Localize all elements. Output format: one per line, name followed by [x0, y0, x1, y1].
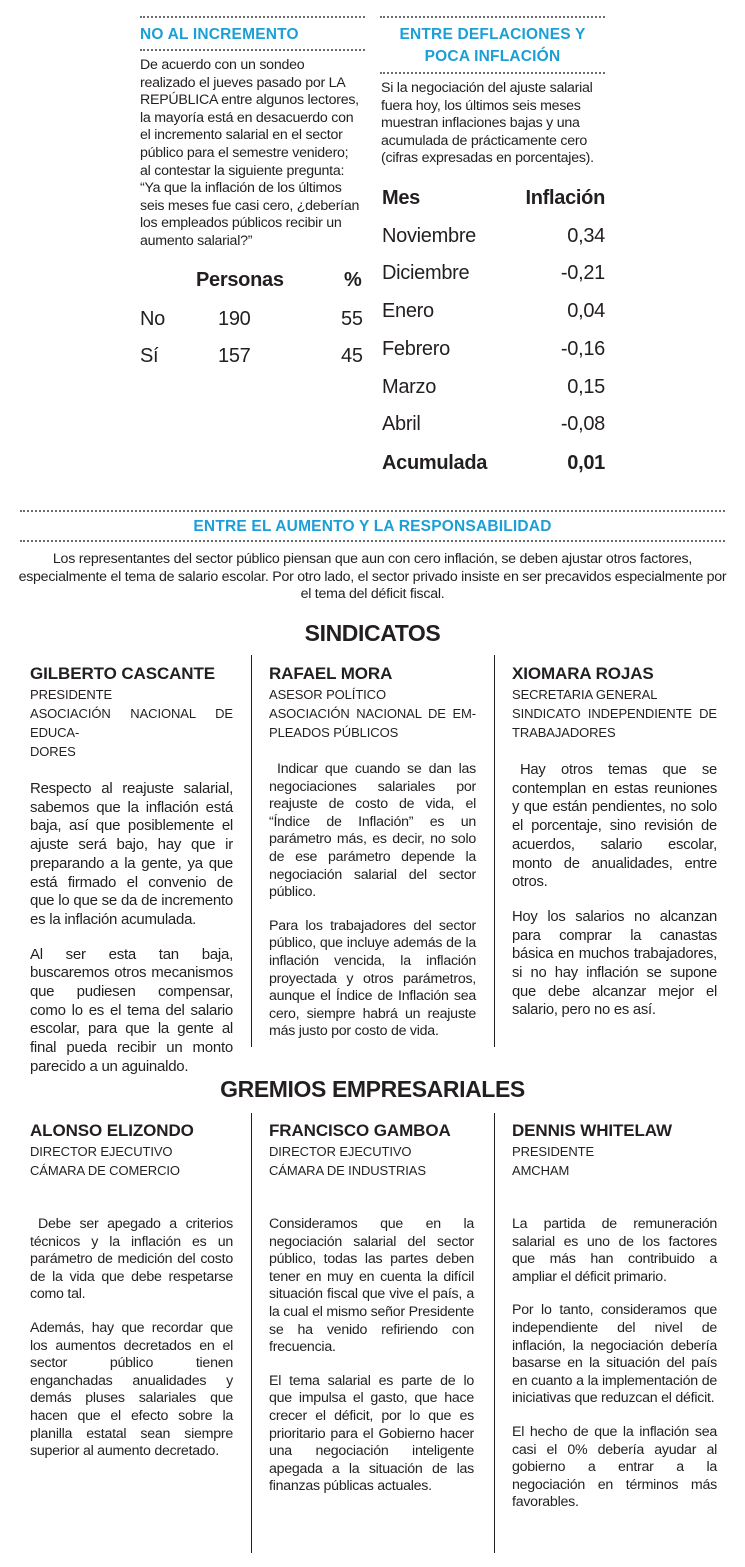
gremio-card-whitelaw — [512, 1121, 717, 1512]
deflaciones-title-line2: POCA INFLACIÓN — [424, 48, 561, 65]
sindicato-card-mora — [269, 664, 476, 1041]
person-org-cont: TRABAJADORES — [512, 725, 616, 740]
inflacion-total-valor: 0,01 — [567, 452, 605, 474]
person-org: AMCHAM — [512, 1163, 570, 1178]
person-org: ASOCIACIÓN NACIONAL DE EM- — [269, 706, 476, 721]
inflacion-valor-5: -0,08 — [560, 413, 605, 435]
sindicatos-divider-2 — [494, 655, 495, 1047]
person-role: PRESIDENTE — [512, 1144, 595, 1159]
gremios-divider-2 — [494, 1113, 495, 1553]
inflacion-mes-0: Noviembre — [382, 225, 476, 247]
statement-paragraph: Indicar que cuando se dan las negociaciones salariales por reajuste de costo de vida, el “Índice de Inflación” es un parámetro más, es decir, no solo de ese parámetro depende la negociación salarial del sector público. — [269, 761, 476, 901]
inflacion-mes-2: Enero — [382, 300, 434, 322]
col-personas-header: Personas — [196, 269, 284, 291]
inflacion-valor-0: 0,34 — [567, 225, 605, 247]
person-org: ASOCIACIÓN NACIONAL DE EDUCA- — [30, 706, 233, 740]
survey-label-si: Sí — [140, 345, 159, 367]
person-org-cont: DORES — [30, 744, 76, 759]
survey-personas-si: 157 — [218, 345, 251, 367]
inflacion-mes-1: Diciembre — [382, 262, 470, 284]
person-name: XIOMARA ROJAS — [512, 664, 654, 683]
inflacion-valor-2: 0,04 — [567, 300, 605, 322]
statement-paragraph: Además, hay que recordar que los aumentos decretados en el sector público tienen enganchadas anualidades y demás pluses salariales que hacen que el efecto sobre la planilla estatal sean siempre superior al aumento decretado. — [30, 1319, 233, 1460]
survey-label-no: No — [140, 308, 165, 330]
gremios-divider-1 — [251, 1113, 252, 1553]
person-name: FRANCISCO GAMBOA — [269, 1121, 451, 1140]
top-left-rule-2 — [140, 49, 365, 51]
gremios-title: GREMIOS EMPRESARIALES — [220, 1076, 525, 1102]
top-left-rule — [140, 16, 365, 18]
survey-personas-no: 190 — [218, 308, 251, 330]
col-mes-header: Mes — [382, 187, 421, 209]
person-role: ASESOR POLÍTICO — [269, 687, 386, 702]
person-name: RAFAEL MORA — [269, 664, 393, 683]
sindicato-card-rojas — [512, 664, 717, 1020]
aumento-rule-top — [20, 510, 725, 512]
person-name: ALONSO ELIZONDO — [30, 1121, 194, 1140]
aumento-title: ENTRE EL AUMENTO Y LA RESPONSABILIDAD — [193, 518, 552, 535]
person-role: DIRECTOR EJECUTIVO — [269, 1144, 412, 1159]
inflacion-total-label: Acumulada — [382, 452, 488, 474]
sindicatos-divider-1 — [251, 655, 252, 1047]
statement-paragraph: Hay otros temas que se contemplan en estas reuniones y que están pendientes, no solo el porcentaje, sino revisión de acuerdos, salario escolar, monto de anualidades, entre otros. — [512, 762, 717, 891]
statement-paragraph: Al ser esta tan baja, buscaremos otros mecanismos que pudiesen compensar, como lo es el tema del salario escolar, para que la gente al final pueda recibir un monto parecido a un aguinaldo. — [30, 945, 233, 1075]
inflacion-mes-3: Febrero — [382, 338, 450, 360]
statement-paragraph: Para los trabajadores del sector público, que incluye además de la inflación vencida, la inflación proyectada y otros parámetros, aunque el Índice de Inflación sea cero, siempre habrá un reajuste más justo por costo de vida. — [269, 917, 476, 1040]
top-right-rule — [380, 16, 605, 18]
person-role: DIRECTOR EJECUTIVO — [30, 1144, 173, 1159]
person-org-cont: PLEADOS PÚBLICOS — [269, 725, 399, 740]
statement-paragraph: El tema salarial es parte de lo que impulsa el gasto, que hace crecer el déficit, por lo que es prioritario para el Gobierno hacer una negociación inteligente apegada a la situación de las finanzas públicas actuales. — [269, 1372, 474, 1495]
person-org: SINDICATO INDEPENDIENTE DE — [512, 706, 717, 721]
aumento-rule-bottom — [20, 540, 725, 542]
survey-pct-no: 55 — [341, 308, 363, 330]
gremio-card-elizondo — [30, 1121, 233, 1461]
top-right-rule-2 — [380, 72, 605, 74]
inflacion-mes-4: Marzo — [382, 376, 437, 398]
person-role: PRESIDENTE — [30, 687, 113, 702]
sindicatos-title: SINDICATOS — [304, 620, 441, 646]
statement-paragraph: Hoy los salarios no alcanzan para comprar la canastas básica en muchos trabajadores, si no hay inflación se supone que debe alcanzar mejor el salario, pero no es así. — [512, 908, 717, 1019]
person-role: SECRETARIA GENERAL — [512, 687, 658, 702]
person-name: GILBERTO CASCANTE — [30, 664, 215, 683]
sindicato-card-cascante — [30, 664, 233, 1077]
no-incremento-title: NO AL INCREMENTO — [140, 26, 299, 43]
inflacion-valor-4: 0,15 — [567, 376, 605, 398]
inflacion-valor-3: -0,16 — [560, 338, 605, 360]
statement-paragraph: La partida de remuneración salarial es uno de los factores que más han contribuido a ampliar el déficit primario. — [512, 1216, 717, 1285]
person-name: DENNIS WHITELAW — [512, 1121, 672, 1140]
statement-paragraph: Por lo tanto, consideramos que independiente del nivel de inflación, la negociación debería basarse en la situación del país en cuanto a la implementación de iniciativas que reduzcan el déficit. — [512, 1302, 717, 1407]
no-incremento-text: De acuerdo con un sondeo realizado el jueves pasado por LA REPÚBLICA entre algunos lectores, la mayoría está en desacuerdo con el incremento salarial en el sector público para el semestre venidero; al contestar la siguiente pregunta: “Ya que la inflación de los últimos seis meses fue casi cero, ¿deberían los empleados públicos recibir un aumento salarial?” — [140, 57, 360, 249]
inflacion-mes-5: Abril — [382, 413, 421, 435]
statement-paragraph: El hecho de que la inflación sea casi el 0% debería ayudar al gobierno a entrar a la negociación en términos más favorables. — [512, 1423, 717, 1511]
col-inflacion-header: Inflación — [525, 187, 605, 209]
inflacion-valor-1: -0,21 — [560, 262, 605, 284]
person-org: CÁMARA DE INDUSTRIAS — [269, 1163, 426, 1178]
statement-paragraph: Respecto al reajuste salarial, sabemos que la inflación está baja, así que posiblemente el ajuste será bajo, hay que ir preparando a la gente, ya que está firmado el convenio de que lo que se da de incremento es la inflación acumulada. — [30, 780, 233, 928]
col-pct-header: % — [344, 269, 362, 291]
survey-pct-si: 45 — [341, 345, 363, 367]
statement-paragraph: Debe ser apegado a criterios técnicos y la inflación es un parámetro de medición del costo de la vida que debe respetarse como tal. — [30, 1216, 233, 1303]
person-org: CÁMARA DE COMERCIO — [30, 1163, 180, 1178]
aumento-text: Los representantes del sector público piensan que aun con cero inflación, se deben ajustar otros factores, especialmente el tema de salario escolar. Por otro lado, el sector privado insiste en ser precavidos especialmente por el tema del déficit fiscal. — [18, 551, 727, 603]
deflaciones-title-line1: ENTRE DEFLACIONES Y — [399, 26, 586, 43]
gremio-card-gamboa — [269, 1121, 474, 1496]
deflaciones-text: Si la negociación del ajuste salarial fuera hoy, los últimos seis meses muestran inflaciones bajas y una acumulada de prácticamente cero (cifras expresadas en porcentajes). — [381, 80, 594, 167]
statement-paragraph: Consideramos que en la negociación salarial del sector público, todas las partes deben tener en muy en cuenta la difícil situación fiscal que vive el país, a la cual el mismo señor Presidente se ha venido refiriendo con frecuencia. — [269, 1216, 474, 1356]
